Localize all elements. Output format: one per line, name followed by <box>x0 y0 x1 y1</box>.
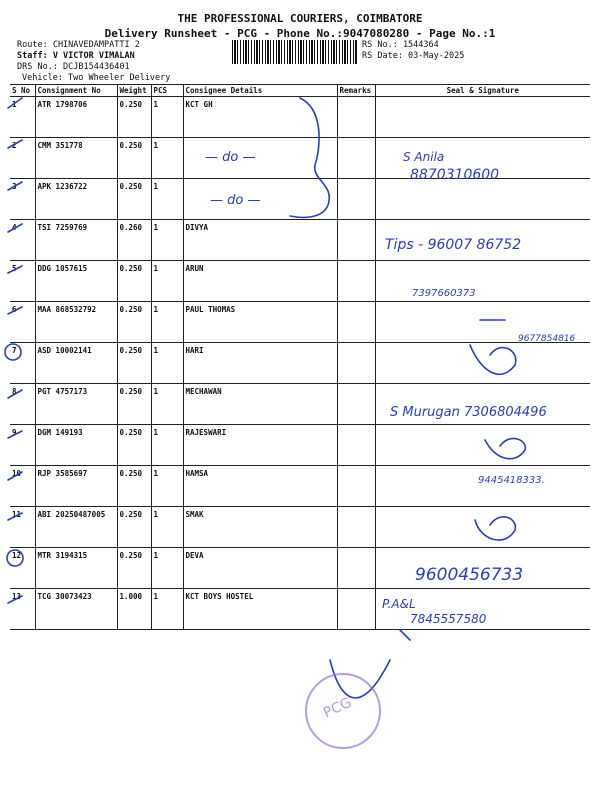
cell-sno: 8 <box>10 384 35 425</box>
cell-consignment: ATR 1798706 <box>35 97 117 138</box>
cell-consignee: HAMSA <box>183 466 337 507</box>
signature-13-name: P.A&L <box>382 597 416 611</box>
cell-sno: 6 <box>10 302 35 343</box>
cell-sno: 2 <box>10 138 35 179</box>
remark-ditto-2: — do — <box>205 150 256 165</box>
signature-6-phone: 9677854816 <box>518 334 576 344</box>
cell-consignee: DEVA <box>183 548 337 589</box>
col-pcs: PCS <box>151 85 183 97</box>
cell-pcs: 1 <box>151 589 183 630</box>
signature-13-phone: 7845557580 <box>410 612 487 626</box>
drs-label: DRS No.: DCJB154436401 <box>17 62 130 72</box>
cell-consignment: DDG 1057615 <box>35 261 117 302</box>
cell-sno: 5 <box>10 261 35 302</box>
col-consignee: Consignee Details <box>183 85 337 97</box>
col-consignment: Consignment No <box>35 85 117 97</box>
col-sno: S No <box>10 85 35 97</box>
signature-12-phone: 9600456733 <box>415 565 524 585</box>
cell-consignee: RAJESWARI <box>183 425 337 466</box>
cell-pcs: 1 <box>151 302 183 343</box>
cell-sno: 12 <box>10 548 35 589</box>
cell-sno: 9 <box>10 425 35 466</box>
vehicle-label: Vehicle: Two Wheeler Delivery <box>22 73 171 83</box>
cell-weight: 0.250 <box>117 261 151 302</box>
cell-weight: 0.250 <box>117 384 151 425</box>
cell-pcs: 1 <box>151 97 183 138</box>
cell-weight: 0.250 <box>117 179 151 220</box>
cell-weight: 0.250 <box>117 343 151 384</box>
cell-consignee: ARUN <box>183 261 337 302</box>
cell-consignment: PGT 4757173 <box>35 384 117 425</box>
col-signature: Seal & Signature <box>375 85 590 97</box>
signature-4: Tips - 96007 86752 <box>385 237 522 253</box>
signature-10-phone: 9445418333. <box>478 475 545 486</box>
cell-pcs: 1 <box>151 343 183 384</box>
pcg-stamp <box>305 673 381 749</box>
cell-consignment: TCG 30073423 <box>35 589 117 630</box>
cell-pcs: 1 <box>151 220 183 261</box>
cell-consignee: DIVYA <box>183 220 337 261</box>
col-weight: Weight <box>117 85 151 97</box>
cell-pcs: 1 <box>151 179 183 220</box>
signature-8: S Murugan 7306804496 <box>390 405 547 420</box>
cell-consignee: PAUL THOMAS <box>183 302 337 343</box>
cell-sno: 4 <box>10 220 35 261</box>
cell-pcs: 1 <box>151 384 183 425</box>
route-label: Route: CHINAVEDAMPATTI 2 <box>17 40 140 50</box>
cell-consignment: CMM 351778 <box>35 138 117 179</box>
stamp-text: PCG <box>320 694 355 722</box>
cell-weight: 0.250 <box>117 466 151 507</box>
staff-label: Staff: V VICTOR VIMALAN <box>17 51 135 61</box>
cell-pcs: 1 <box>151 425 183 466</box>
cell-sno: 11 <box>10 507 35 548</box>
cell-consignee: HARI <box>183 343 337 384</box>
cell-weight: 0.250 <box>117 97 151 138</box>
cell-consignee: MECHAWAN <box>183 384 337 425</box>
cell-consignment: TSI 7259769 <box>35 220 117 261</box>
cell-pcs: 1 <box>151 507 183 548</box>
cell-consignment: RJP 3585697 <box>35 466 117 507</box>
cell-sno: 10 <box>10 466 35 507</box>
cell-consignment: APK 1236722 <box>35 179 117 220</box>
cell-consignment: DGM 149193 <box>35 425 117 466</box>
remark-ditto-3: — do — <box>210 193 261 208</box>
cell-consignment: MTR 3194315 <box>35 548 117 589</box>
runsheet-subtitle: Delivery Runsheet - PCG - Phone No.:9047080280 - Page No.:1 <box>104 27 496 40</box>
col-remarks: Remarks <box>337 85 375 97</box>
cell-sno: 1 <box>10 97 35 138</box>
cell-pcs: 1 <box>151 548 183 589</box>
cell-weight: 0.250 <box>117 425 151 466</box>
cell-weight: 0.260 <box>117 220 151 261</box>
cell-pcs: 1 <box>151 261 183 302</box>
signature-5-phone: 7397660373 <box>412 288 476 299</box>
cell-sno: 13 <box>10 589 35 630</box>
cell-sno: 3 <box>10 179 35 220</box>
cell-weight: 0.250 <box>117 548 151 589</box>
cell-weight: 0.250 <box>117 138 151 179</box>
cell-weight: 1.000 <box>117 589 151 630</box>
rs-date: RS Date: 03-May-2025 <box>362 51 465 61</box>
cell-consignment: ABI 20250487005 <box>35 507 117 548</box>
cell-sno: 7 <box>10 343 35 384</box>
signature-2-name: S Anila <box>403 150 445 164</box>
company-title: THE PROFESSIONAL COURIERS, COIMBATORE <box>177 12 423 25</box>
cell-consignee: KCT BOYS HOSTEL <box>183 589 337 630</box>
cell-pcs: 1 <box>151 138 183 179</box>
cell-consignment: MAA 868532792 <box>35 302 117 343</box>
cell-consignee: KCT GH <box>183 97 337 138</box>
cell-consignment: ASD 10002141 <box>35 343 117 384</box>
cell-weight: 0.250 <box>117 302 151 343</box>
signature-2-phone: 8870310600 <box>410 167 500 183</box>
cell-weight: 0.250 <box>117 507 151 548</box>
cell-pcs: 1 <box>151 466 183 507</box>
cell-consignee: SMAK <box>183 507 337 548</box>
rs-number: RS No.: 1544364 <box>362 40 439 50</box>
